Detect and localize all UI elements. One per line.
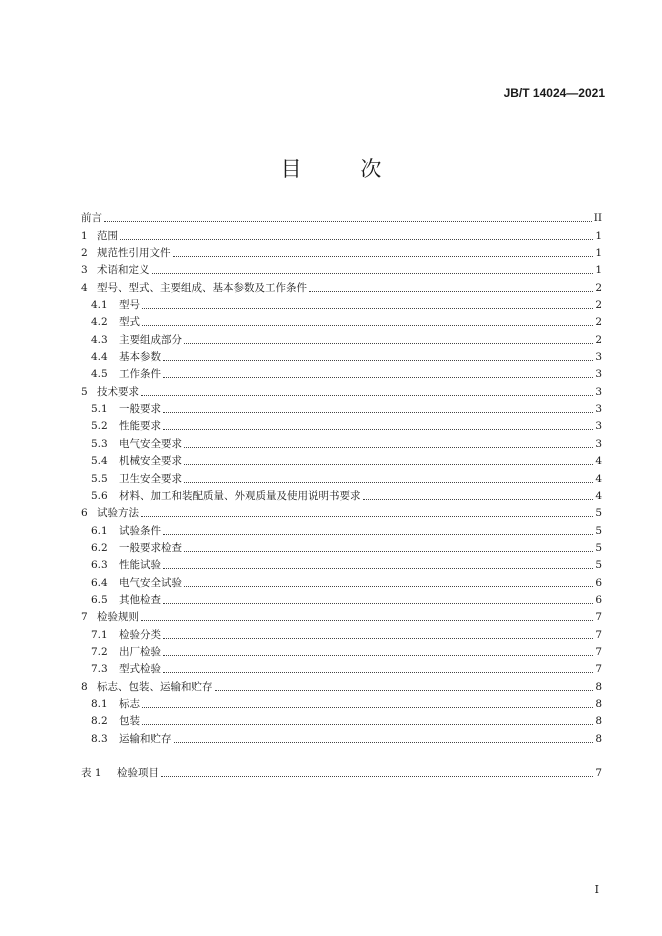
dot-leader xyxy=(141,395,593,396)
dot-leader xyxy=(215,690,594,691)
toc-entry[interactable] xyxy=(81,502,602,519)
toc-entry[interactable] xyxy=(81,259,602,276)
toc-entry-number: 4.5 xyxy=(91,368,108,381)
toc-entry-page: 3 xyxy=(595,437,602,450)
toc-entry-title: 电气安全要求 xyxy=(119,437,182,450)
page-title: 目 次 xyxy=(280,157,408,181)
dot-leader xyxy=(142,707,593,708)
toc-entry-title: 前言 xyxy=(81,212,102,225)
toc-entry-title: 性能试验 xyxy=(119,559,161,572)
toc-entry[interactable] xyxy=(91,346,602,363)
dot-leader xyxy=(184,586,593,587)
toc-entry-page: 5 xyxy=(595,559,602,572)
toc-entry-title: 一般要求检查 xyxy=(119,541,182,554)
toc-entry-title: 检验项目 xyxy=(117,767,159,780)
toc-entry-number: 6 xyxy=(81,507,88,520)
toc-entry-title: 电气安全试验 xyxy=(119,576,182,589)
toc-entry-page: 4 xyxy=(595,472,602,485)
toc-entry-page: 6 xyxy=(595,576,602,589)
toc-entry-page: 3 xyxy=(595,403,602,416)
dot-leader xyxy=(309,291,593,292)
toc-entry-number: 5.2 xyxy=(91,420,108,433)
toc-entry-number: 5.5 xyxy=(91,472,108,485)
toc-entry-number: 6.5 xyxy=(91,593,108,606)
toc-entry-number: 4.3 xyxy=(91,333,108,346)
toc-entry-page: 2 xyxy=(595,333,602,346)
dot-leader xyxy=(163,672,593,673)
toc-entry-title: 术语和定义 xyxy=(97,264,150,277)
toc-entry-title: 型号 xyxy=(119,299,140,312)
toc-entry[interactable] xyxy=(91,433,602,450)
toc-entry-number: 5.3 xyxy=(91,437,108,450)
toc-entry-number: 7.2 xyxy=(91,646,108,659)
dot-leader xyxy=(141,620,593,621)
toc-entry[interactable] xyxy=(91,415,602,432)
toc-entry-title: 型式检验 xyxy=(119,663,161,676)
toc-entry[interactable] xyxy=(91,571,602,588)
toc-entry-page: 3 xyxy=(595,385,602,398)
toc-entry-number: 3 xyxy=(81,264,88,277)
toc-entry[interactable] xyxy=(91,328,602,345)
toc-entry-title: 一般要求 xyxy=(119,403,161,416)
toc-entry-number: 8.1 xyxy=(91,698,108,711)
toc-entry-number: 4.4 xyxy=(91,351,108,364)
toc-entry-page: 5 xyxy=(595,541,602,554)
dot-leader xyxy=(163,638,593,639)
toc-entry-title: 运输和贮存 xyxy=(119,732,172,745)
toc-entry[interactable] xyxy=(91,623,602,640)
toc-entry-number: 4.2 xyxy=(91,316,108,329)
toc-entry-title: 出厂检验 xyxy=(119,646,161,659)
toc-entry[interactable] xyxy=(91,537,602,554)
toc-entry-title: 标志、包装、运输和贮存 xyxy=(97,680,213,693)
toc-entry-number: 表 1 xyxy=(81,767,102,780)
toc-entry-page: 6 xyxy=(595,593,602,606)
dot-leader xyxy=(184,482,593,483)
toc-entry-number: 5.6 xyxy=(91,489,108,502)
toc-entry-page: 7 xyxy=(595,628,602,641)
dot-leader xyxy=(184,343,593,344)
toc-entry-number: 8.2 xyxy=(91,715,108,728)
toc-entry-page: II xyxy=(593,212,602,225)
toc-entry[interactable] xyxy=(91,398,602,415)
dot-leader xyxy=(163,429,593,430)
toc-entry[interactable] xyxy=(91,294,602,311)
toc-entry-title: 基本参数 xyxy=(119,351,161,364)
dot-leader xyxy=(142,325,593,326)
toc-entry-number: 6.2 xyxy=(91,541,108,554)
toc-entry-title: 型号、型式、主要组成、基本参数及工作条件 xyxy=(97,281,307,294)
toc-entry-page: 8 xyxy=(595,732,602,745)
toc-entry-title: 技术要求 xyxy=(97,385,139,398)
toc-entry-page: 1 xyxy=(595,229,602,242)
toc-entry-title: 型式 xyxy=(119,316,140,329)
toc-entry-title: 性能要求 xyxy=(119,420,161,433)
toc-entry-title: 范围 xyxy=(97,229,118,242)
toc-entry-page: 8 xyxy=(595,698,602,711)
dot-leader xyxy=(184,464,593,465)
dot-leader xyxy=(141,516,593,517)
toc-entry-number: 8 xyxy=(81,680,88,693)
toc-entry[interactable] xyxy=(91,467,602,484)
toc-entry[interactable] xyxy=(81,675,602,692)
toc-entry-number: 7.3 xyxy=(91,663,108,676)
toc-entry[interactable] xyxy=(91,311,602,328)
toc-entry[interactable] xyxy=(91,710,602,727)
dot-leader xyxy=(163,377,593,378)
toc-entry[interactable] xyxy=(91,554,602,571)
toc-entry-page: 8 xyxy=(595,680,602,693)
toc-entry-number: 2 xyxy=(81,246,88,259)
toc-entry[interactable] xyxy=(81,276,602,293)
dot-leader xyxy=(174,742,594,743)
toc-entry-page: 7 xyxy=(595,611,602,624)
toc-entry-page: 1 xyxy=(595,246,602,259)
toc-entry-number: 8.3 xyxy=(91,732,108,745)
toc-entry-title: 检验规则 xyxy=(97,611,139,624)
toc-entry-title: 卫生安全要求 xyxy=(119,472,182,485)
toc-entry-page: 7 xyxy=(595,646,602,659)
toc-entry-number: 6.3 xyxy=(91,559,108,572)
toc-entry[interactable] xyxy=(81,242,602,259)
toc-entry-title: 机械安全要求 xyxy=(119,455,182,468)
toc-table-entry[interactable] xyxy=(81,762,602,779)
dot-leader xyxy=(142,308,593,309)
dot-leader xyxy=(152,273,594,274)
page-number: I xyxy=(594,883,599,896)
toc-entry-page: 4 xyxy=(595,455,602,468)
toc-entry-number: 5.1 xyxy=(91,403,108,416)
toc-entry[interactable] xyxy=(81,224,602,241)
toc-entry[interactable] xyxy=(81,207,602,224)
toc-entry-page: 7 xyxy=(595,663,602,676)
toc-entry-title: 检验分类 xyxy=(119,628,161,641)
toc-entry[interactable] xyxy=(91,728,602,745)
dot-leader xyxy=(163,568,593,569)
dot-leader xyxy=(363,499,594,500)
toc-entry[interactable] xyxy=(91,519,602,536)
dot-leader xyxy=(173,256,594,257)
dot-leader xyxy=(161,776,593,777)
dot-leader xyxy=(163,412,593,413)
dot-leader xyxy=(120,239,593,240)
toc-entry-title: 材料、加工和装配质量、外观质量及使用说明书要求 xyxy=(119,489,361,502)
toc-entry-number: 4.1 xyxy=(91,299,108,312)
toc-entry[interactable] xyxy=(91,641,602,658)
toc-entry-page: 1 xyxy=(595,264,602,277)
dot-leader xyxy=(163,655,593,656)
toc-entry-page: 3 xyxy=(595,420,602,433)
dot-leader xyxy=(163,534,593,535)
toc-entry-title: 试验方法 xyxy=(97,507,139,520)
toc-entry-page: 2 xyxy=(595,316,602,329)
toc-entry-number: 1 xyxy=(81,229,88,242)
dot-leader xyxy=(104,221,592,222)
toc-entry-page: 3 xyxy=(595,368,602,381)
dot-leader xyxy=(184,447,593,448)
toc-entry-title: 主要组成部分 xyxy=(119,333,182,346)
toc-entry[interactable] xyxy=(81,381,602,398)
toc-entry-title: 包装 xyxy=(119,715,140,728)
toc-entry-page: 3 xyxy=(595,351,602,364)
dot-leader xyxy=(142,724,593,725)
standard-code: JB/T 14024—2021 xyxy=(503,86,605,100)
toc-entry-page: 5 xyxy=(595,524,602,537)
toc-entry-page: 2 xyxy=(595,281,602,294)
toc-entry-number: 7.1 xyxy=(91,628,108,641)
toc-entry-page: 8 xyxy=(595,715,602,728)
toc-entry-number: 4 xyxy=(81,281,88,294)
toc-entry[interactable] xyxy=(91,450,602,467)
toc-entry-page: 2 xyxy=(595,299,602,312)
toc-entry-title: 标志 xyxy=(119,698,140,711)
toc-entry[interactable] xyxy=(81,606,602,623)
toc-entry[interactable] xyxy=(91,589,602,606)
toc-entry-number: 5 xyxy=(81,385,88,398)
toc-entry-title: 规范性引用文件 xyxy=(97,246,171,259)
toc-entry[interactable] xyxy=(91,693,602,710)
dot-leader xyxy=(163,603,593,604)
toc-entry-page: 5 xyxy=(595,507,602,520)
toc-entry-title: 试验条件 xyxy=(119,524,161,537)
toc-entry-number: 6.1 xyxy=(91,524,108,537)
toc-entry-title: 工作条件 xyxy=(119,368,161,381)
dot-leader xyxy=(184,551,593,552)
toc-entry[interactable] xyxy=(91,658,602,675)
toc-entry-page: 7 xyxy=(595,767,602,780)
toc-entry-number: 6.4 xyxy=(91,576,108,589)
toc-entry[interactable] xyxy=(91,363,602,380)
toc-entry[interactable] xyxy=(91,485,602,502)
toc-entry-number: 5.4 xyxy=(91,455,108,468)
toc-entry-title: 其他检查 xyxy=(119,593,161,606)
toc-entry-number: 7 xyxy=(81,611,88,624)
dot-leader xyxy=(163,360,593,361)
toc-entry-page: 4 xyxy=(595,489,602,502)
